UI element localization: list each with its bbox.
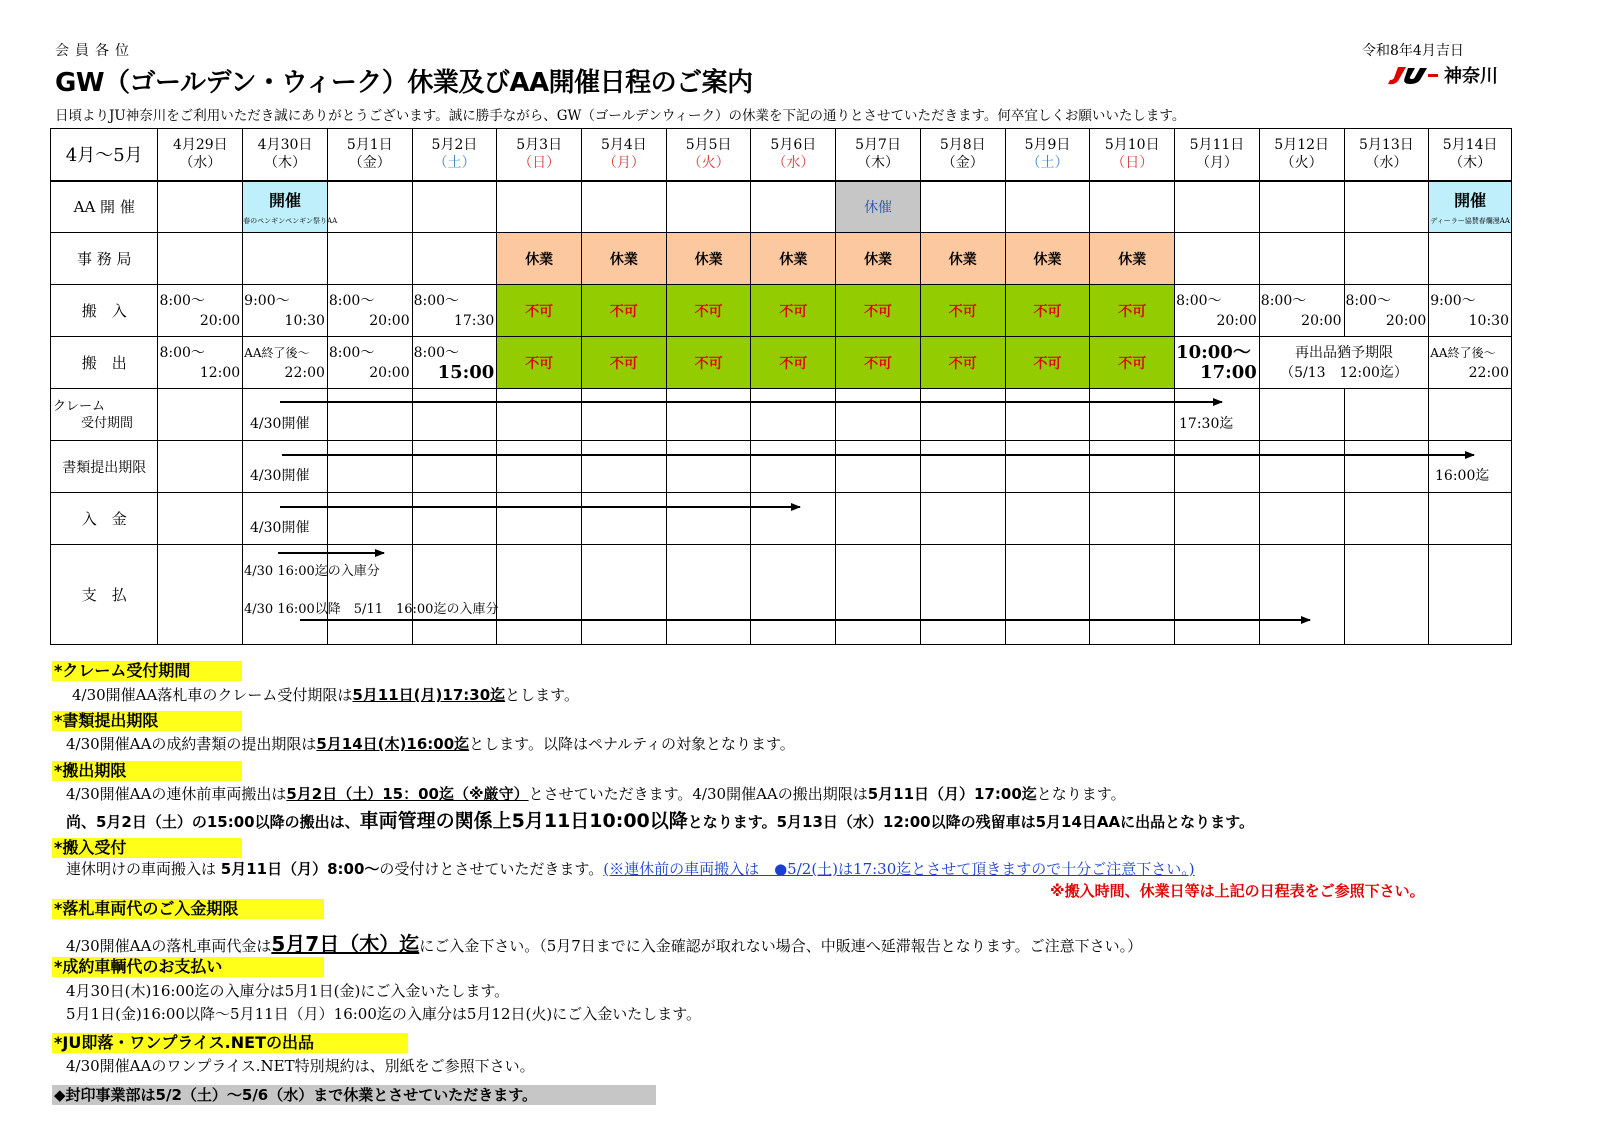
payin-start-label: 4/30開催 [250,520,310,536]
section-intake-heading: *搬入受付 [52,838,242,858]
section-payment-heading: *落札車両代のご入金期限 [52,899,324,919]
office-closed-cell: 休業 [1005,233,1090,285]
outgo-row [51,337,1512,389]
row-label-claim: クレーム 受付期間 [51,389,158,441]
net-note: 4/30開催AAのワンプライス.NET特別規約は、別紙をご参照下さい。 [66,1057,535,1075]
office-closed-cell: 休業 [666,233,751,285]
date-cell: 4月29日 （水） [158,129,243,181]
row-label-payin: 入 金 [51,493,158,545]
payout-label-1: 4/30 16:00迄の入庫分 [244,564,380,579]
date-cell: 5月1日 （金） [327,129,412,181]
aa-cell [666,181,751,233]
intake-note-2: ※搬入時間、休業日等は上記の日程表をご参照下さい。 [1050,882,1425,900]
section-net-heading: *JU即落・ワンプライス.NETの出品 [52,1033,408,1053]
outgo-time-cell: AA終了後～ 22:00 [243,337,328,389]
payment-note: 4/30開催AAの落札車両代金は5月7日（木）迄にご入金下さい。（5月7日までに入金確認が取れない場合、中販連へ延滞報告となります。ご注意下さい。） [66,932,1143,956]
section-claim-heading: *クレーム受付期間 [52,661,242,681]
outgo-time-cell: 8:00～ 20:00 [327,337,412,389]
date-cell: 5月7日 （木） [836,129,921,181]
date-cell: 5月9日 （土） [1005,129,1090,181]
intake-time-cell: 9:00～ 10:30 [243,285,328,337]
ng-cell: 不可 [666,285,751,337]
date-cell: 5月8日 （金） [920,129,1005,181]
date-cell: 5月12日 （火） [1259,129,1344,181]
ju-logo-icon [1384,65,1440,85]
ng-cell: 不可 [1005,337,1090,389]
ng-cell: 不可 [1090,285,1175,337]
aa-cell [1344,181,1429,233]
ng-cell: 不可 [1090,337,1175,389]
date-cell: 4月30日 （木） [243,129,328,181]
ng-cell: 不可 [836,337,921,389]
corner-label: 4月～5月 [51,129,158,181]
outgo-note-2: 尚、5月2日（土）の15:00以降の搬出は、車両管理の関係上5月11日10:00以降となります。5月13日（水）12:00以降の残留車は5月14日AAに出品となります。 [66,810,1254,832]
aa-cell [412,181,497,233]
claim-end-label: 17:30迄 [1179,416,1234,432]
row-label-payout: 支 払 [51,545,158,645]
intake-note-1: 連休明けの車両搬入は 5月11日（月）8:00～の受付けとさせていただきます。(※連休前の車両搬入は ●5/2(土)は17:30迄とさせて頂きますので十分ご注意下さい。) [66,860,1195,878]
logo [1384,62,1498,88]
date-cell: 5月14日 （木） [1429,129,1512,181]
aa-cell [158,181,243,233]
aa-open-cell: 開催 ディーラー協賛春爛漫AA [1429,181,1512,233]
aa-cell [1005,181,1090,233]
date-cell: 5月3日 （日） [497,129,582,181]
office-closed-cell: 休業 [582,233,667,285]
ng-cell: 不可 [497,285,582,337]
settlement-note-2: 5月1日(金)16:00以降～5月11日（月）16:00迄の入庫分は5月12日(火)にご入金いたします。 [66,1005,702,1023]
date-cell: 5月13日 （水） [1344,129,1429,181]
section-settlement-heading: *成約車輌代のお支払い [52,957,324,977]
office-closed-cell: 休業 [497,233,582,285]
addressee: 会員各位 [55,43,135,59]
settlement-note-1: 4月30日(木)16:00迄の入庫分は5月1日(金)にご入金いたします。 [66,982,510,1000]
ng-cell: 不可 [836,285,921,337]
aa-open-cell: 開催 春のペンギンペンギン祭りAA [243,181,328,233]
logo-text: 神奈川 [1444,66,1498,87]
office-closed-cell: 休業 [836,233,921,285]
intake-time-cell: 8:00～ 20:00 [1175,285,1260,337]
issue-date: 令和8年4月吉日 [1362,43,1464,59]
date-cell: 5月11日 （月） [1175,129,1260,181]
ng-cell: 不可 [582,285,667,337]
date-cell: 5月4日 （月） [582,129,667,181]
intake-time-cell: 8:00～ 20:00 [158,285,243,337]
row-label-office: 事 務 局 [51,233,158,285]
ng-cell: 不可 [751,285,836,337]
section-outgo-heading: *搬出期限 [52,761,242,781]
office-row [51,233,1512,285]
intake-time-cell: 8:00～ 20:00 [1344,285,1429,337]
date-cell: 5月6日 （水） [751,129,836,181]
office-closed-cell: 休業 [920,233,1005,285]
row-label-aa: AA 開 催 [51,181,158,233]
page-title: GW（ゴールデン・ウィーク）休業及びAA開催日程のご案内 [55,68,753,98]
relisting-deadline-cell: 再出品猶予期限 （5/13 12:00迄） [1259,337,1428,389]
office-closed-cell: 休業 [1090,233,1175,285]
date-cell: 5月10日 （日） [1090,129,1175,181]
ng-cell: 不可 [582,337,667,389]
intake-row [51,285,1512,337]
ng-cell: 不可 [666,337,751,389]
intro-text: 日頃よりJU神奈川をご利用いただき誠にありがとうございます。誠に勝手ながら、GW（ゴールデンウィーク）の休業を下記の通りとさせていただきます。何卒宜しくお願いいたします。 [55,108,1186,124]
claim-note: 4/30開催AA落札車のクレーム受付期限は5月11日(月)17:30迄とします。 [72,686,579,704]
aa-closed-cell: 休催 [836,181,921,233]
aa-cell [1090,181,1175,233]
intake-time-cell: 8:00～ 20:00 [1259,285,1344,337]
footer-notice: ◆封印事業部は5/2（土）～5/6（水）まで休業とさせていただきます。 [52,1085,656,1105]
ng-cell: 不可 [497,337,582,389]
ng-cell: 不可 [1005,285,1090,337]
row-label-intake: 搬 入 [51,285,158,337]
row-label-outgo: 搬 出 [51,337,158,389]
date-cell: 5月2日 （土） [412,129,497,181]
aa-cell [1175,181,1260,233]
claim-start-label: 4/30開催 [250,416,310,432]
section-docs-heading: *書類提出期限 [52,711,242,731]
office-closed-cell: 休業 [751,233,836,285]
aa-cell [582,181,667,233]
docs-start-label: 4/30開催 [250,468,310,484]
outgo-time-cell: 8:00～ 12:00 [158,337,243,389]
aa-cell [497,181,582,233]
date-header-row [51,129,1512,181]
aa-row [51,181,1512,233]
docs-note: 4/30開催AAの成約書類の提出期限は5月14日(木)16:00迄とします。以降はペナルティの対象となります。 [66,735,795,753]
aa-cell [1259,181,1344,233]
intake-time-cell: 8:00～ 17:30 [412,285,497,337]
date-cell: 5月5日 （火） [666,129,751,181]
row-label-docs: 書類提出期限 [51,441,158,493]
payout-label-2: 4/30 16:00以降 5/11 16:00迄の入庫分 [244,602,499,617]
ng-cell: 不可 [920,337,1005,389]
ng-cell: 不可 [751,337,836,389]
ng-cell: 不可 [920,285,1005,337]
docs-end-label: 16:00迄 [1435,468,1490,484]
outgo-time-cell: 10:00～ 17:00 [1175,337,1260,389]
intake-time-cell: 8:00～ 20:00 [327,285,412,337]
aa-cell [920,181,1005,233]
intake-time-cell: 9:00～ 10:30 [1429,285,1512,337]
aa-cell [751,181,836,233]
aa-cell [327,181,412,233]
outgo-time-cell: AA終了後～ 22:00 [1429,337,1512,389]
outgo-time-cell: 8:00～ 15:00 [412,337,497,389]
outgo-note-1: 4/30開催AAの連休前車両搬出は5月2日（土）15：00迄（※厳守）とさせていただきます。4/30開催AAの搬出期限は5月11日（月）17:00迄となります。 [66,785,1126,803]
